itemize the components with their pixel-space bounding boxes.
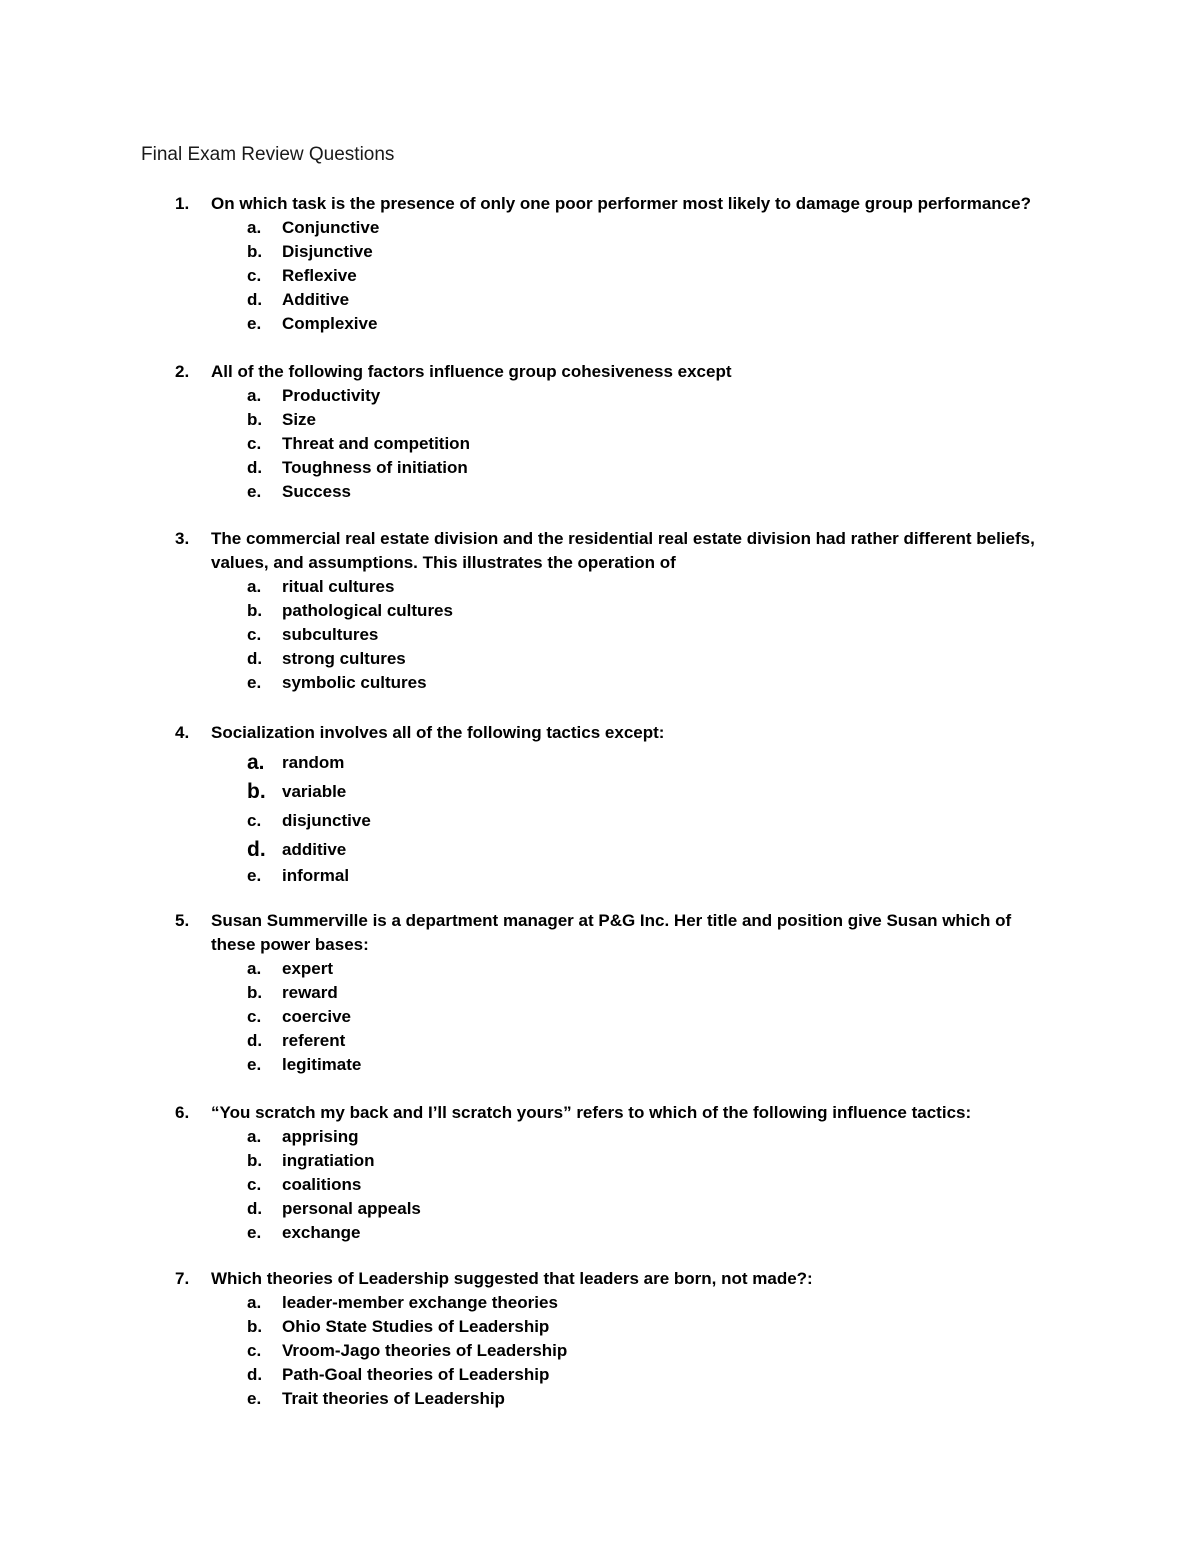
option-letter: b. <box>247 601 263 620</box>
option-text: apprising <box>282 1127 359 1146</box>
option-text: legitimate <box>282 1055 362 1074</box>
answer-options <box>0 384 1200 504</box>
option-text: coercive <box>282 1007 351 1026</box>
option-letter: c. <box>247 811 262 830</box>
option-text: Reflexive <box>282 266 357 285</box>
option-letter: d. <box>247 649 263 668</box>
option-text: ingratiation <box>282 1151 375 1170</box>
answer-option-a <box>0 216 1200 240</box>
question-text: Socialization involves all of the following tactics except: <box>211 723 665 742</box>
option-text: subcultures <box>282 625 379 644</box>
answer-options <box>0 1291 1200 1411</box>
option-text: Vroom-Jago theories of Leadership <box>282 1341 568 1360</box>
option-text: expert <box>282 959 334 978</box>
question-number: 5. <box>175 911 190 930</box>
question-text: All of the following factors influence group cohesiveness except <box>211 362 732 381</box>
answer-options <box>0 575 1200 695</box>
option-letter: b. <box>247 410 263 429</box>
option-text: symbolic cultures <box>282 673 427 692</box>
option-letter: d. <box>247 1365 263 1384</box>
option-letter: c. <box>247 625 262 644</box>
answer-option-e <box>0 1053 1200 1077</box>
answer-options <box>0 216 1200 336</box>
answer-option-e <box>0 864 1200 888</box>
question-text: Susan Summerville is a department manager at P&G Inc. Her title and position give Susan which of these power bases: <box>211 911 1012 954</box>
option-text: coalitions <box>282 1175 362 1194</box>
question-text: On which task is the presence of only one poor performer most likely to damage group performance? <box>211 194 1031 213</box>
answer-option-b <box>0 240 1200 264</box>
answer-options <box>0 1125 1200 1245</box>
option-text: reward <box>282 983 338 1002</box>
option-letter: b. <box>247 242 263 261</box>
option-letter: b. <box>247 780 266 803</box>
answer-option-c <box>0 1173 1200 1197</box>
answer-option-d <box>0 835 1200 864</box>
option-letter: d. <box>247 1031 263 1050</box>
option-text: strong cultures <box>282 649 406 668</box>
option-text: exchange <box>282 1223 361 1242</box>
option-letter: e. <box>247 482 262 501</box>
question-number: 6. <box>175 1103 190 1122</box>
option-text: Complexive <box>282 314 378 333</box>
option-text: Size <box>282 410 317 429</box>
question-number: 2. <box>175 362 190 381</box>
answer-option-b <box>0 408 1200 432</box>
option-text: ritual cultures <box>282 577 395 596</box>
option-text: Trait theories of Leadership <box>282 1389 505 1408</box>
option-letter: c. <box>247 1175 262 1194</box>
option-text: personal appeals <box>282 1199 421 1218</box>
option-letter: c. <box>247 1007 262 1026</box>
answer-option-e <box>0 1221 1200 1245</box>
question-number: 1. <box>175 194 190 213</box>
option-text: Success <box>282 482 351 501</box>
document-title: Final Exam Review Questions <box>141 144 395 165</box>
option-text: disjunctive <box>282 811 371 830</box>
option-letter: e. <box>247 1389 262 1408</box>
option-letter: e. <box>247 314 262 333</box>
answer-option-a <box>0 575 1200 599</box>
answer-option-e <box>0 312 1200 336</box>
option-text: Toughness of initiation <box>282 458 468 477</box>
question-text: Which theories of Leadership suggested that leaders are born, not made?: <box>211 1269 813 1288</box>
answer-option-a <box>0 748 1200 777</box>
option-text: Additive <box>282 290 350 309</box>
option-letter: b. <box>247 983 263 1002</box>
answer-option-b <box>0 777 1200 806</box>
answer-option-d <box>0 1363 1200 1387</box>
option-letter: a. <box>247 1127 262 1146</box>
option-text: leader-member exchange theories <box>282 1293 558 1312</box>
question-number: 7. <box>175 1269 190 1288</box>
answer-option-d <box>0 1197 1200 1221</box>
answer-option-c <box>0 264 1200 288</box>
option-letter: d. <box>247 1199 263 1218</box>
option-text: Conjunctive <box>282 218 380 237</box>
answer-option-c <box>0 806 1200 835</box>
option-text: Ohio State Studies of Leadership <box>282 1317 550 1336</box>
option-letter: c. <box>247 1341 262 1360</box>
answer-option-e <box>0 1387 1200 1411</box>
answer-options <box>0 748 1200 888</box>
answer-option-b <box>0 1315 1200 1339</box>
option-letter: c. <box>247 266 262 285</box>
option-letter: d. <box>247 290 263 309</box>
option-letter: a. <box>247 751 265 774</box>
answer-option-c <box>0 1339 1200 1363</box>
option-text: referent <box>282 1031 346 1050</box>
answer-option-a <box>0 957 1200 981</box>
answer-option-a <box>0 1291 1200 1315</box>
option-letter: b. <box>247 1317 263 1336</box>
option-letter: b. <box>247 1151 263 1170</box>
answer-option-c <box>0 432 1200 456</box>
option-text: Productivity <box>282 386 381 405</box>
option-text: additive <box>282 840 347 859</box>
option-letter: a. <box>247 386 262 405</box>
option-letter: d. <box>247 838 266 861</box>
option-letter: a. <box>247 577 262 596</box>
answer-option-a <box>0 1125 1200 1149</box>
answer-option-e <box>0 480 1200 504</box>
answer-option-d <box>0 288 1200 312</box>
answer-option-c <box>0 623 1200 647</box>
question-number: 3. <box>175 529 190 548</box>
question-text: The commercial real estate division and the residential real estate division had rather different beliefs, values, and assumptions. This illustrates the operation of <box>211 529 1035 572</box>
option-text: Disjunctive <box>282 242 373 261</box>
answer-option-d <box>0 647 1200 671</box>
option-letter: e. <box>247 1223 262 1242</box>
option-text: random <box>282 753 345 772</box>
answer-option-b <box>0 1149 1200 1173</box>
option-text: informal <box>282 866 350 885</box>
answer-option-e <box>0 671 1200 695</box>
option-letter: a. <box>247 1293 262 1312</box>
option-letter: a. <box>247 218 262 237</box>
option-text: variable <box>282 782 347 801</box>
option-letter: e. <box>247 866 262 885</box>
option-letter: d. <box>247 458 263 477</box>
answer-option-a <box>0 384 1200 408</box>
option-text: pathological cultures <box>282 601 453 620</box>
option-letter: e. <box>247 1055 262 1074</box>
option-text: Path-Goal theories of Leadership <box>282 1365 550 1384</box>
option-letter: c. <box>247 434 262 453</box>
answer-option-d <box>0 1029 1200 1053</box>
answer-option-c <box>0 1005 1200 1029</box>
question-text: “You scratch my back and I’ll scratch yours” refers to which of the following influence tactics: <box>211 1103 972 1122</box>
question-number: 4. <box>175 723 190 742</box>
option-letter: a. <box>247 959 262 978</box>
answer-options <box>0 957 1200 1077</box>
option-letter: e. <box>247 673 262 692</box>
answer-option-b <box>0 599 1200 623</box>
answer-option-d <box>0 456 1200 480</box>
answer-option-b <box>0 981 1200 1005</box>
option-text: Threat and competition <box>282 434 470 453</box>
